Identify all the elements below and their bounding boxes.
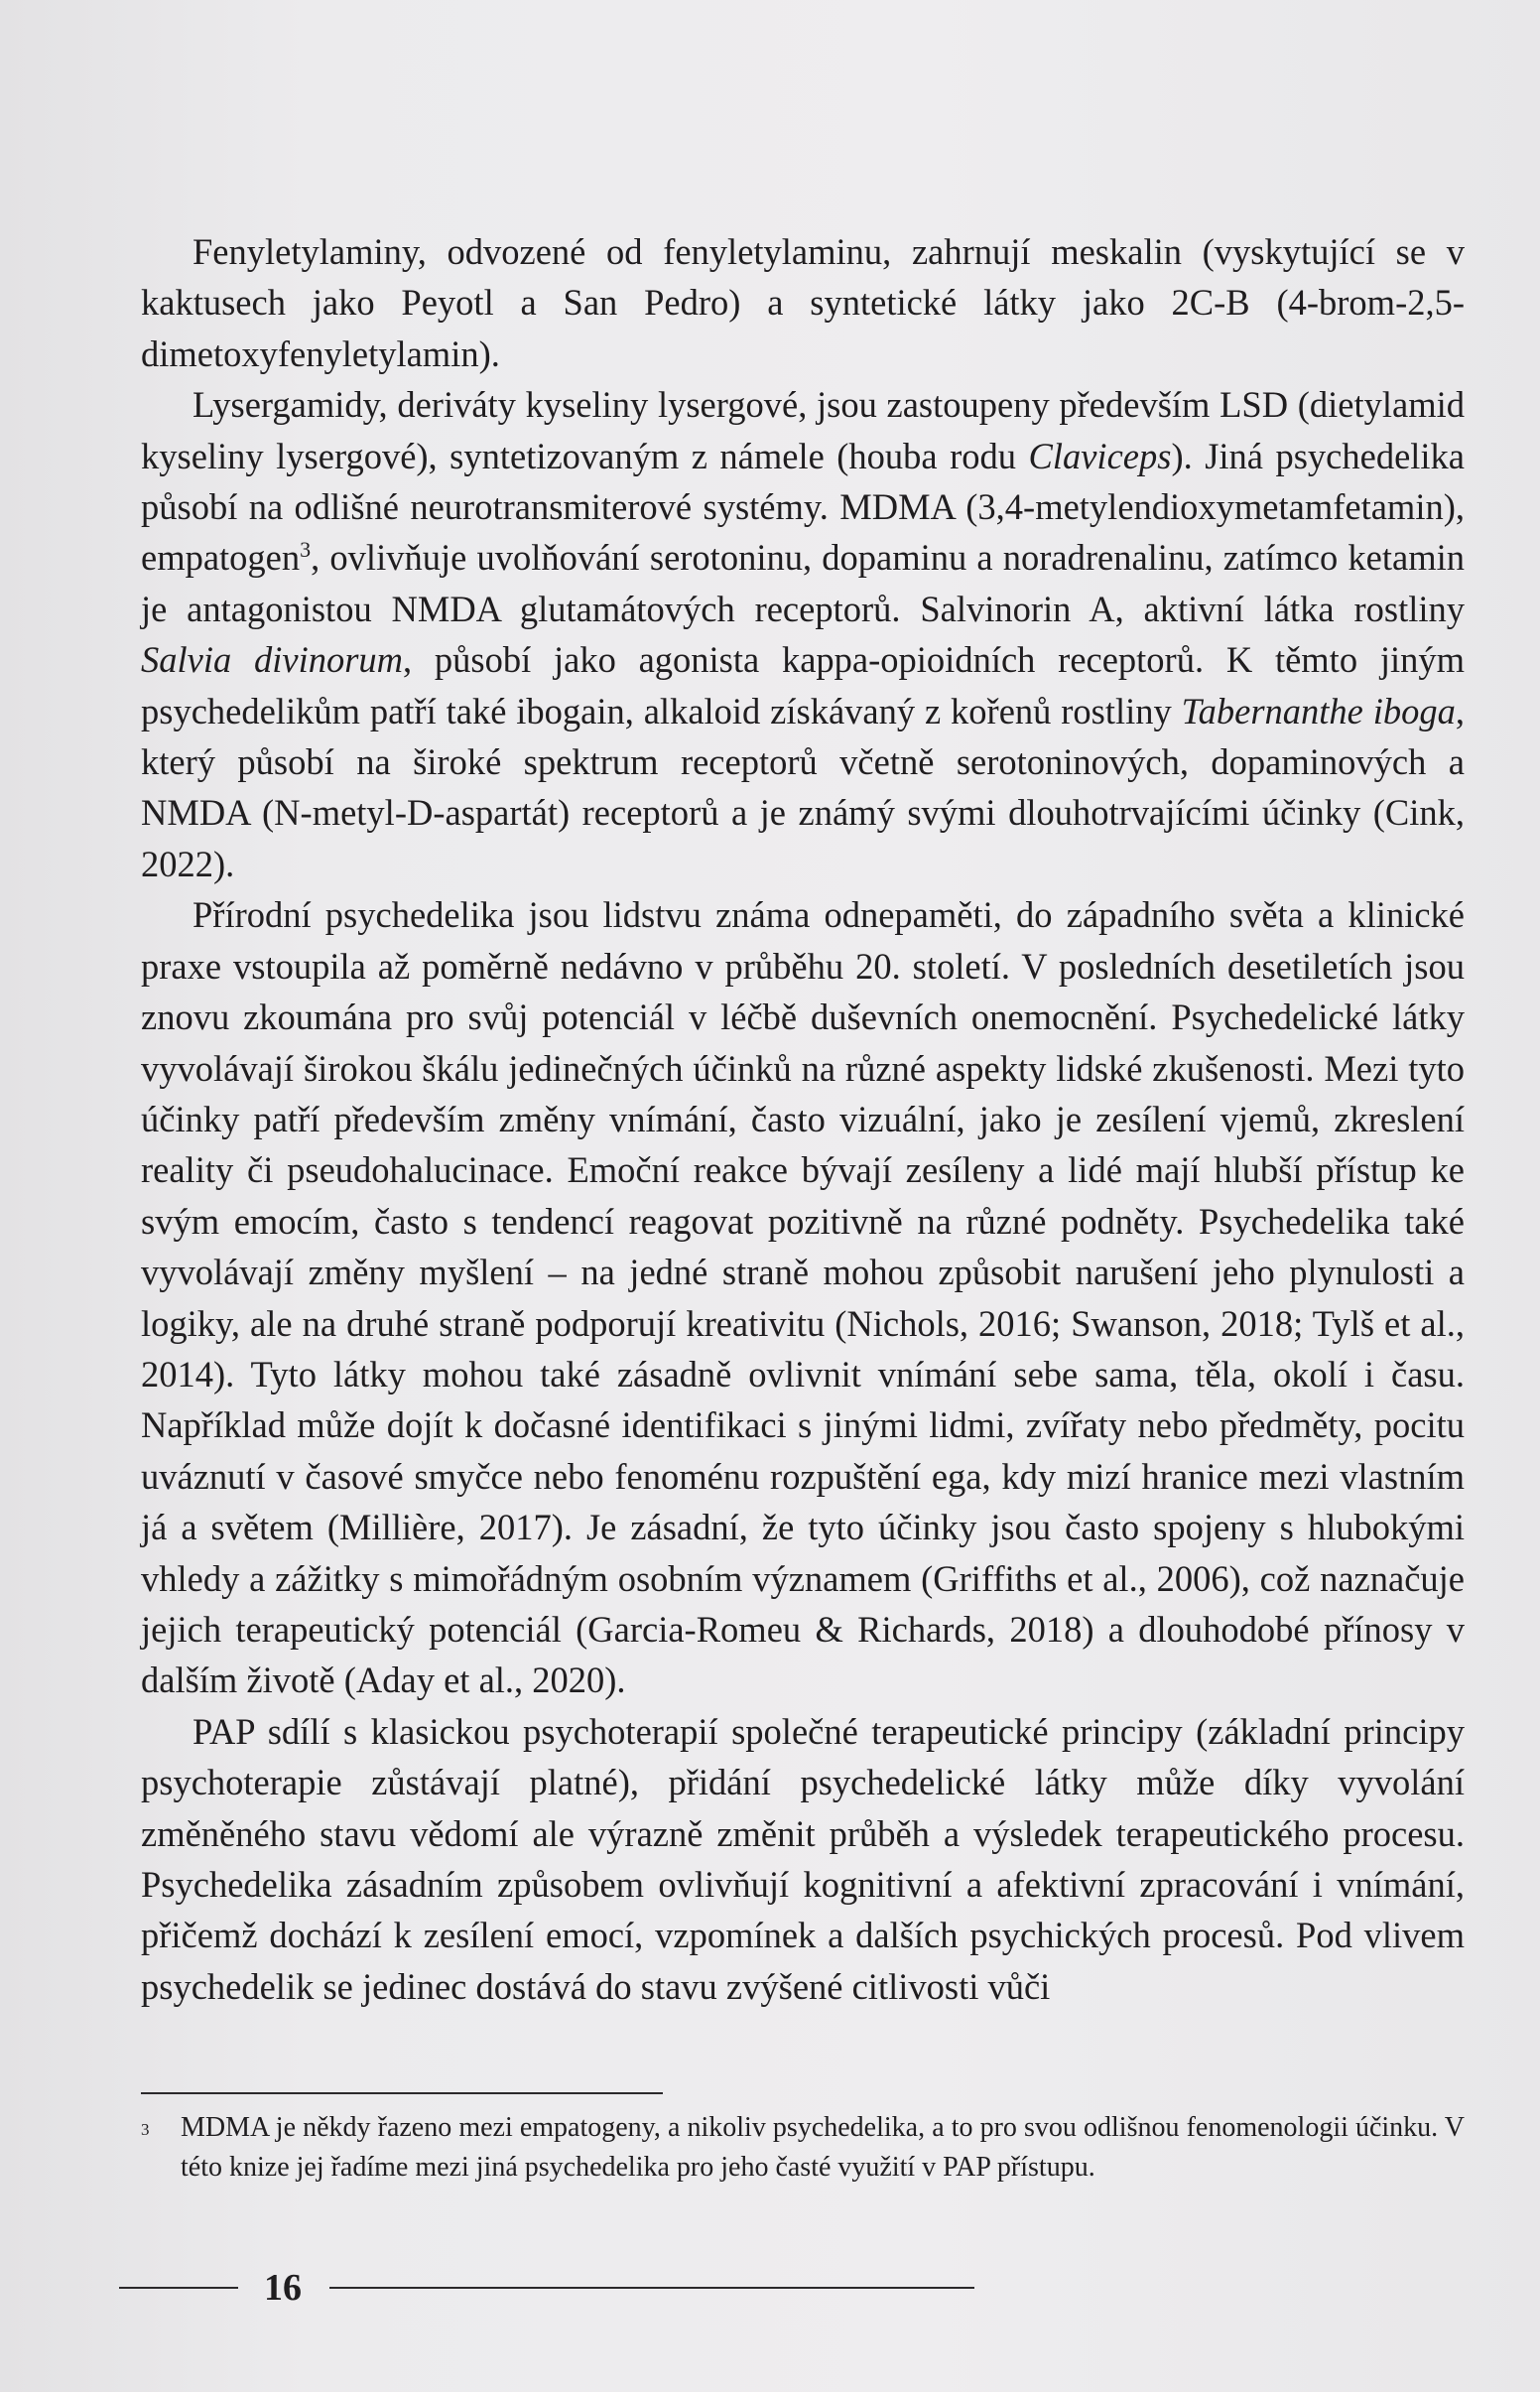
page-number: 16: [264, 2267, 302, 2309]
text-run: Fenyletylaminy, odvozené od fenyletylaminu, zahrnují meskalin (vyskytující se v kaktusech jako Peyotl a San Pedro) a syntetické látky jako 2C-B (4-brom-2,5-dimetoxyfenyletylamin).: [141, 231, 1465, 374]
text-run: Přírodní psychedelika jsou lidstvu známa odnepaměti, do západního světa a klinické praxe vstoupila až poměrně nedávno v průběhu 20. století. V posledních desetiletích jsou znovu zkoumána pro svůj potenciál v léčbě duševních onemocnění. Psychedelické látky vyvolávají širokou škálu jedinečných účinků na různé aspekty lidské zkušenosti. Mezi tyto účinky patří především změny vnímání, často vizuální, jako je zesílení vjemů, zkreslení reality či pseudohalucinace. Emoční reakce bývají zesíleny a lidé mají hlubší přístup ke svým emocím, často s tendencí reagovat pozitivně na různé podněty. Psychedelika také vyvolávají změny myšlení – na jedné straně mohou způsobit narušení jeho plynulosti a logiky, ale na druhé straně podporují kreativitu (Nichols, 2016; Swanson, 2018; Tylš et al., 2014). Tyto látky mohou také zásadně ovlivnit vnímání sebe sama, těla, okolí i času. Například může dojít k dočasné identifikaci s jinými lidmi, zvířaty nebo předměty, pocitu uváznutí v časové smyčce nebo fenoménu rozpuštění ega, kdy mizí hranice mezi vlastním já a světem (Millière, 2017). Je zásadní, že tyto účinky jsou často spojeny s hlubokými vhledy a zážitky s mimořádným osobním významem (Griffiths et al., 2006), což naznačuje jejich terapeutický potenciál (Garcia-Romeu & Richards, 2018) a dlouhodobé přínosy v dalším životě (Aday et al., 2020).: [141, 894, 1465, 1701]
paragraph-lysergamides: [141, 379, 1465, 889]
text-run: , působí jako agonista kappa-opioidních receptorů. K těmto jiným psychedelikům patří také ibogain, alkaloid získávaný z kořenů rostliny: [141, 639, 1465, 731]
text-run: Lysergamidy, deriváty kyseliny lysergové, jsou zastoupeny především LSD (dietylamid kyseliny lysergové), syntetizovaným z námele (houba rodu: [141, 384, 1465, 476]
paragraph-phenethylamines: [141, 226, 1465, 379]
paragraph-natural-psychedelics: [141, 889, 1465, 1706]
text-run: , který působí na široké spektrum receptorů včetně serotoninových, dopaminových a NMDA (N-metyl-D-aspartát) receptorů a je známý svými dlouhotrvajícími účinky (Cink, 2022).: [141, 690, 1465, 884]
italic-term: Salvia divinorum: [141, 639, 404, 681]
body-text: [141, 226, 1465, 2012]
paragraph-pap: [141, 1706, 1465, 2012]
footnote-text: MDMA je někdy řazeno mezi empatogeny, a nikoliv psychedelika, a to pro svou odlišnou fenomenologii účinku. V této knize jej řadíme mezi jiná psychedelika pro jeho časté využití v PAP přístupu.: [181, 2112, 1465, 2183]
footnote-separator: [141, 2092, 663, 2094]
footnote-reference: 3: [300, 537, 312, 563]
text-run: , ovlivňuje uvolňování serotoninu, dopaminu a noradrenalinu, zatímco ketamin je antagonistou NMDA glutamátových receptorů. Salvinorin A, aktivní látka rostliny: [141, 537, 1465, 629]
footer-rule-right: [329, 2287, 974, 2289]
italic-term: Claviceps: [1028, 435, 1172, 476]
footnote: [141, 2108, 1465, 2188]
italic-term: Tabernanthe iboga: [1181, 690, 1456, 731]
footer-rule-left: [119, 2287, 238, 2289]
page-footer: [119, 2263, 972, 2313]
text-run: PAP sdílí s klasickou psychoterapií společné terapeutické principy (základní principy psychoterapie zůstávají platné), přidání psychedelické látky může díky vyvolání změněného stavu vědomí ale výrazně změnit průběh a výsledek terapeutického procesu. Psychedelika zásadním způsobem ovlivňují kognitivní a afektivní zpracování i vnímání, přičemž dochází k zesílení emocí, vzpomínek a dalších psychických procesů. Pod vlivem psychedelik se jedinec dostává do stavu zvýšené citlivosti vůči: [141, 1710, 1465, 2007]
text-run: ). Jiná psychedelika působí na odlišné neurotransmiterové systémy. MDMA (3,4-metylendioxymetamfetamin), empatogen: [141, 435, 1465, 579]
footnote-mark: 3: [141, 2120, 150, 2139]
